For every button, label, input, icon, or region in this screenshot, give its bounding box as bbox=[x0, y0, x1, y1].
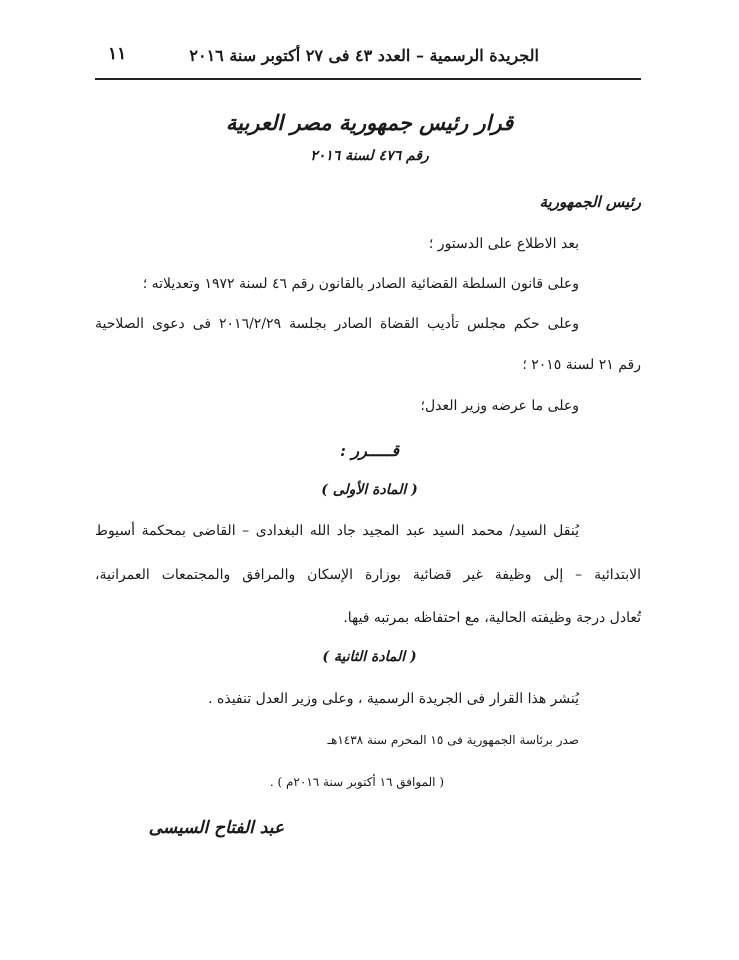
preamble-line: رقم ٢١ لسنة ٢٠١٥ ؛ bbox=[522, 357, 641, 373]
article1-heading: ( المادة الأولى ) bbox=[321, 482, 418, 498]
preamble-line: بعد الاطلاع على الدستور ؛ bbox=[428, 236, 579, 252]
issued-line: صدر برئاسة الجمهورية فى ١٥ المحرم سنة ١٤٣٨هـ bbox=[327, 733, 579, 747]
article1-line: تُعادل درجة وظيفته الحالية، مع احتفاظه بمرتبه فيها. bbox=[343, 610, 641, 626]
decided-heading: قـــــرر : bbox=[339, 441, 400, 460]
page-number: ١١ bbox=[108, 44, 127, 64]
issuer-heading: رئيس الجمهورية bbox=[539, 193, 641, 211]
preamble-line: وعلى حكم مجلس تأديب القضاة الصادر بجلسة ٢٠١٦/٢/٢٩ فى دعوى الصلاحية bbox=[95, 316, 579, 332]
article1-line: يُنقل السيد/ محمد السيد عبد المجيد جاد الله البغدادى – القاضى بمحكمة أسيوط bbox=[95, 523, 579, 539]
preamble-line: وعلى ما عرضه وزير العدل؛ bbox=[420, 398, 579, 414]
decree-number: رقم ٤٧٦ لسنة ٢٠١٦ bbox=[310, 148, 429, 164]
article1-line: الابتدائية – إلى وظيفة غير قضائية بوزارة الإسكان والمرافق والمجتمعات العمرانية، bbox=[95, 567, 641, 583]
article2-text: يُنشر هذا القرار فى الجريدة الرسمية ، وعلى وزير العدل تنفيذه . bbox=[208, 691, 579, 707]
header-rule bbox=[95, 78, 641, 80]
preamble-line: وعلى قانون السلطة القضائية الصادر بالقانون رقم ٤٦ لسنة ١٩٧٢ وتعديلاته ؛ bbox=[142, 276, 579, 292]
running-head: الجريدة الرسمية – العدد ٤٣ فى ٢٧ أكتوبر سنة ٢٠١٦ bbox=[189, 46, 539, 65]
article2-heading: ( المادة الثانية ) bbox=[322, 649, 417, 665]
decree-title: قرار رئيس جمهورية مصر العربية bbox=[225, 110, 514, 135]
signature: عبد الفتاح السيسى bbox=[148, 818, 284, 838]
corresponding-date-line: ( الموافق ١٦ أكتوبر سنة ٢٠١٦م ) . bbox=[269, 775, 444, 789]
